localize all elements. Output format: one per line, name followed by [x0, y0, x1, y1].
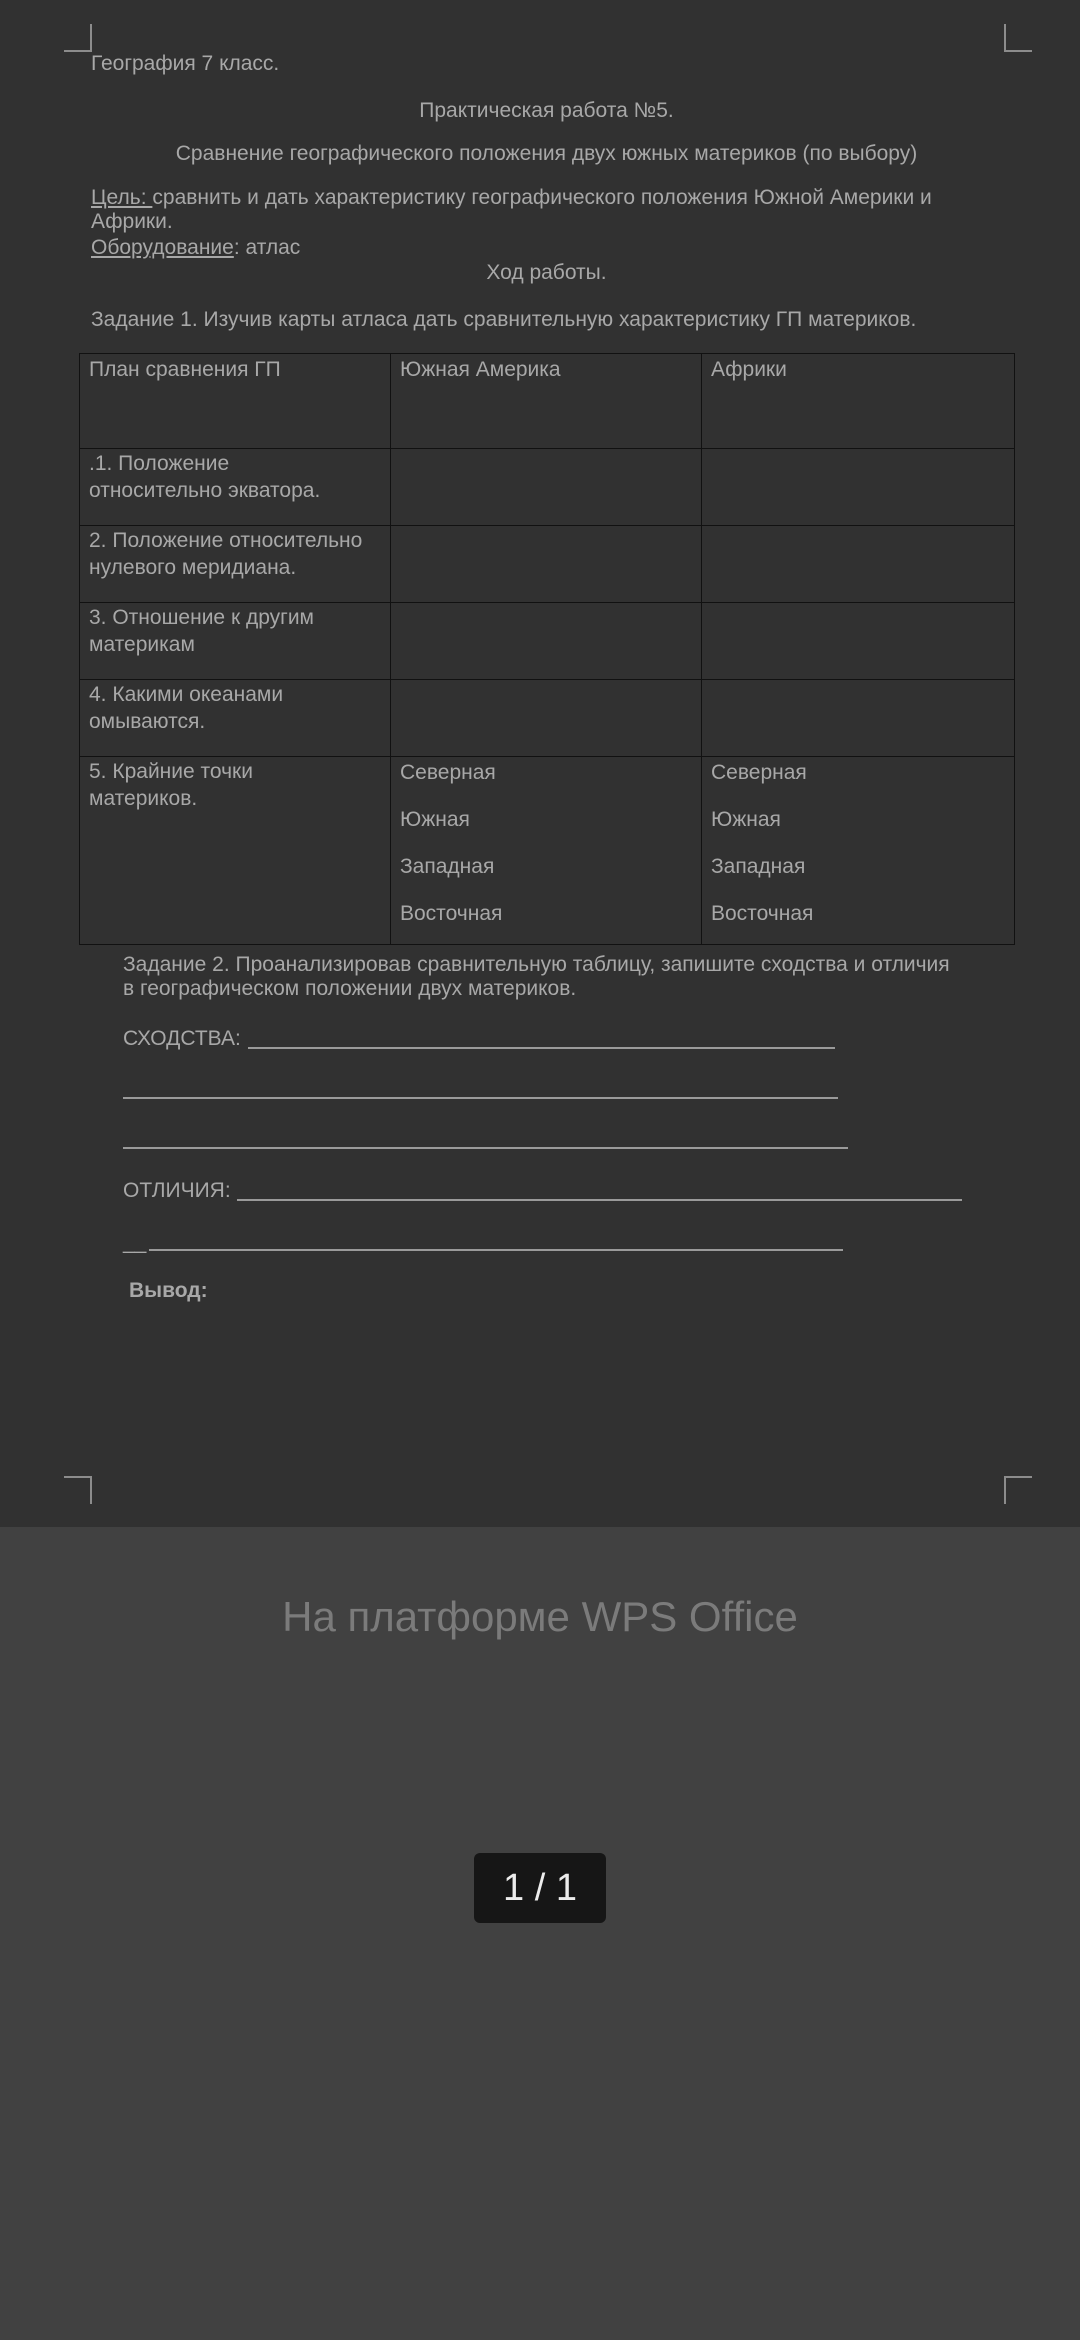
page-corner-mark	[64, 1476, 92, 1504]
answer-line	[237, 1199, 962, 1201]
point-west: Западная	[400, 855, 495, 878]
row-label-line: относительно экватора.	[89, 479, 321, 502]
subject-line: География 7 класс.	[91, 52, 280, 75]
point-east: Восточная	[711, 902, 814, 925]
row-label-line: 4. Какими океанами	[89, 683, 284, 706]
conclusion-label: Вывод:	[129, 1279, 208, 1302]
table-header-cell: План сравнения ГП	[80, 354, 391, 449]
table-cell	[391, 603, 702, 680]
row-label-line: нулевого меридиана.	[89, 556, 297, 579]
table-cell	[702, 449, 1015, 526]
point-north: Северная	[400, 761, 496, 784]
table-row	[80, 680, 1015, 757]
table-header-row	[80, 354, 1015, 449]
point-west: Западная	[711, 855, 806, 878]
row-label-line: 2. Положение относительно	[89, 529, 363, 552]
dash-mark: __	[123, 1231, 147, 1254]
goal-text: сравнить и дать характеристику географического положения Южной Америки и	[152, 186, 932, 209]
comparison-table	[79, 353, 1015, 945]
table-cell	[702, 526, 1015, 603]
point-north: Северная	[711, 761, 807, 784]
row-label-line: 3. Отношение к другим	[89, 606, 314, 629]
differences-label: ОТЛИЧИЯ:	[123, 1179, 231, 1202]
table-cell	[80, 603, 391, 680]
point-south: Южная	[400, 808, 470, 831]
table-cell	[391, 757, 702, 945]
point-east: Восточная	[400, 902, 503, 925]
table-header-cell: Южная Америка	[391, 354, 702, 449]
task1-text: Задание 1. Изучив карты атласа дать сравнительную характеристику ГП материков.	[91, 308, 917, 331]
table-cell	[702, 680, 1015, 757]
page-indicator: 1 / 1	[474, 1853, 606, 1923]
table-row	[80, 757, 1015, 945]
page-corner-mark	[64, 24, 92, 52]
similarities-label: СХОДСТВА:	[123, 1027, 241, 1050]
answer-line	[149, 1249, 843, 1251]
row-label-line: 5. Крайние точки	[89, 760, 253, 783]
row-label-line: омываются.	[89, 710, 206, 733]
progress-heading: Ход работы.	[486, 261, 607, 284]
answer-line	[123, 1097, 838, 1099]
equipment-line	[91, 236, 300, 260]
table-cell	[80, 757, 391, 945]
table-row	[80, 449, 1015, 526]
table-cell	[702, 603, 1015, 680]
doc-title: Практическая работа №5.	[419, 99, 674, 122]
table-row	[80, 603, 1015, 680]
table-cell	[80, 526, 391, 603]
equipment-label: Оборудование	[91, 236, 234, 259]
goal-text-cont: Африки.	[91, 210, 173, 233]
table-cell	[391, 680, 702, 757]
table-cell	[391, 449, 702, 526]
row-label-line: .1. Положение	[89, 452, 230, 475]
answer-line	[248, 1047, 835, 1049]
task2-text: Задание 2. Проанализировав сравнительную таблицу, запишите сходства и отличия	[123, 953, 950, 976]
equipment-text: : атлас	[233, 236, 301, 259]
row-label-line: материков.	[89, 787, 198, 810]
table-header-cell: Африки	[702, 354, 1015, 449]
doc-topic: Сравнение географического положения двух южных материков (по выбору)	[175, 142, 918, 165]
goal-line	[91, 186, 932, 210]
page-corner-mark	[1004, 24, 1032, 52]
row-label-line: материкам	[89, 633, 195, 656]
wps-platform-label: На платформе WPS Office	[282, 1593, 798, 1640]
table-cell	[80, 449, 391, 526]
point-south: Южная	[711, 808, 781, 831]
table-cell	[80, 680, 391, 757]
answer-line	[123, 1147, 848, 1149]
goal-label: Цель:	[91, 186, 153, 209]
table-cell	[391, 526, 702, 603]
page-corner-mark	[1004, 1476, 1032, 1504]
task2-text-cont: в географическом положении двух материков.	[123, 977, 577, 1000]
table-row	[80, 526, 1015, 603]
table-cell	[702, 757, 1015, 945]
